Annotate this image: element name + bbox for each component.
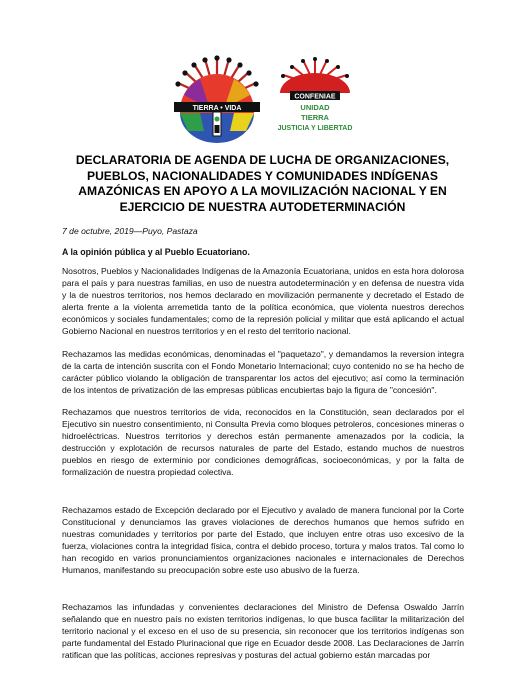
paragraph-3: Rechazamos que nuestros territorios de vida, reconocidos en la Constitución, sean declarados por el Ejecutivo sin nuestro consentimiento, ni Consulta Previa como bloques petroleros, concesiones mineras o hidroeléctricas. Nuestros territorios y derechos están permanente amenazados por la codicia, la destrucción y explotación de recursos naturales de parte del Estado, estando muchos de nuestros pueblos en riesgo de exterminio por condiciones demográficas, socioeconómicas, y por la falta de formalización de nuestra propiedad colectiva. — [62, 407, 464, 478]
date-place: 7 de octubre, 2019—Puyo, Pastaza — [62, 226, 198, 236]
paragraph-4: Rechazamos estado de Excepción declarado por el Ejecutivo y avalado de manera funcional por la Corte Constitucional y denunciamos las graves violaciones de derechos humanos que hemos sufrido en nuestras comunidades y territorios por parte del Estado, que incluyen entre otras uso excesivo de la fuerza, violaciones contra la integridad física, contra el debido proceso, tortura y malos tratos. Tal como lo han recogido en varios pronunciamientos organizaciones nacionales e internacionales de Derechos Humanos, manifestando su preocupación sobre este uso abusivo de la fuerza. — [62, 505, 464, 576]
paragraph-5: Rechazamos las infundadas y convenientes declaraciones del Ministro de Defensa Oswaldo Jarrín señalando que en nuestro país no existen territorios indígenas, lo que busca facilitar la militarización del territorio nacional y el exceso en el uso de su presencia, sin reconocer que los territorios indígenas son parte fundamental del Estado Plurinacional que rige en Ecuador desde 2008. Las Declaraciones de Jarrín ratifican que las políticas, acciones represivas y posturas del actual gobierno están marcadas por — [62, 602, 464, 661]
header-logos — [170, 55, 370, 145]
svg-text:TIERRA: TIERRA — [301, 113, 329, 122]
document-title: DECLARATORIA DE AGENDA DE LUCHA DE ORGANIZACIONES, PUEBLOS, NACIONALIDADES Y COMUNIDADES INDÍGENAS AMAZÓNICAS EN APOYO A LA MOVILIZACIÓN NACIONAL Y EN EJERCICIO DE NUESTRA AUTODETERMINACIÓN — [75, 153, 450, 214]
svg-text:JUSTICIA Y LIBERTAD: JUSTICIA Y LIBERTAD — [277, 125, 353, 132]
svg-text:TIERRA • VIDA: TIERRA • VIDA — [192, 105, 242, 112]
svg-text:CONFENIAE: CONFENIAE — [294, 93, 336, 101]
greeting: A la opinión pública y al Pueblo Ecuatoriano. — [62, 247, 250, 257]
paragraph-1: Nosotros, Pueblos y Nacionalidades Indígenas de la Amazonía Ecuatoriana, unidos en esta hora dolorosa para el país y para nuestras familias, en uso de nuestra autodeterminación y en defensa de nuestra vida y la de nuestros territorios, nos hemos declarado en movilización permanente y decretado el Estado de alerta frente a la violenta arremetida tanto de la política económica, que violenta nuestros derechos económicos y sociales fundamentales; como de la represión policial y militar que está aplicando el actual Gobierno Nacional en nuestros territorios y en el resto del territorio nacional. — [62, 266, 464, 337]
confeniae-logo — [270, 55, 360, 143]
svg-text:UNIDAD: UNIDAD — [300, 103, 330, 112]
paragraph-2: Rechazamos las medidas económicas, denominadas el "paquetazo", y demandamos la reversion integra de la carta de intención suscrita con el Fondo Monetario Internacional; cuyo contenido no se ha hecho de carácter público violando la obligación de transparentar los actos del ejecutivo; así como la terminación de los intentos de privatización de las empresas públicas encubiertas bajo la figura de "concesión". — [62, 349, 464, 396]
indigenous-emblem-logo — [170, 55, 265, 143]
